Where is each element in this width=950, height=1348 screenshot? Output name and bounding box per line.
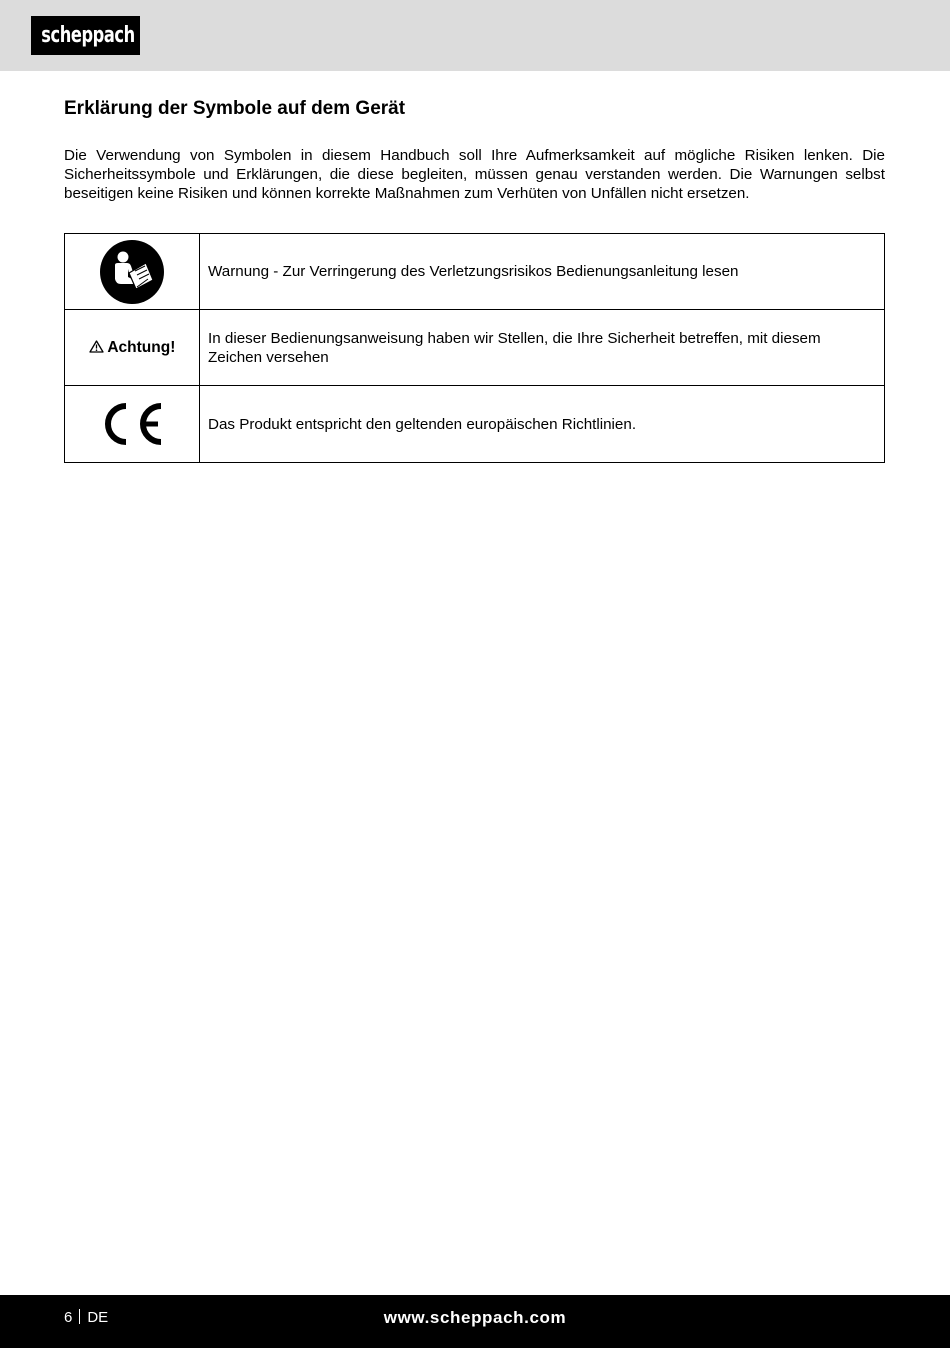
intro-paragraph: Die Verwendung von Symbolen in diesem Handbuch soll Ihre Aufmerksamkeit auf mögliche Risiken lenken. Die Sicherheitssymbole und Erklärungen, die diese begleiten, müssen genau verstanden werden. Die Warnungen selbst beseitigen keine Risiken und können korrekte Maßnahmen zum Verhüten von Unfällen nicht ersetzen. bbox=[64, 147, 885, 202]
section-title: Erklärung der Symbole auf dem Gerät bbox=[64, 98, 406, 119]
achtung-label bbox=[89, 339, 176, 356]
achtung-text: Achtung! bbox=[107, 339, 176, 356]
symbol-cell bbox=[65, 386, 200, 463]
symbol-description: Warnung - Zur Verringerung des Verletzungsrisikos Bedienungsanleitung lesen bbox=[200, 234, 885, 310]
scheppach-logo bbox=[31, 16, 140, 55]
page-number: 6 bbox=[64, 1309, 73, 1326]
website-url: www.scheppach.com bbox=[383, 1308, 567, 1327]
header-band bbox=[0, 0, 950, 71]
warning-triangle-icon bbox=[89, 340, 104, 353]
footer-band bbox=[0, 1295, 950, 1348]
symbol-cell bbox=[65, 234, 200, 310]
table-row bbox=[65, 386, 885, 463]
ce-mark-icon bbox=[99, 401, 165, 447]
language-code: DE bbox=[87, 1309, 109, 1326]
symbol-table bbox=[64, 233, 885, 463]
table-row bbox=[65, 234, 885, 310]
symbol-description: Das Produkt entspricht den geltenden europäischen Richtlinien. bbox=[200, 386, 885, 463]
symbol-description: In dieser Bedienungsanweisung haben wir Stellen, die Ihre Sicherheit betreffen, mit diesem Zeichen versehen bbox=[200, 310, 885, 386]
symbol-cell bbox=[65, 310, 200, 386]
read-manual-icon bbox=[99, 239, 165, 305]
table-row bbox=[65, 310, 885, 386]
logo-text: scheppach bbox=[41, 23, 135, 48]
